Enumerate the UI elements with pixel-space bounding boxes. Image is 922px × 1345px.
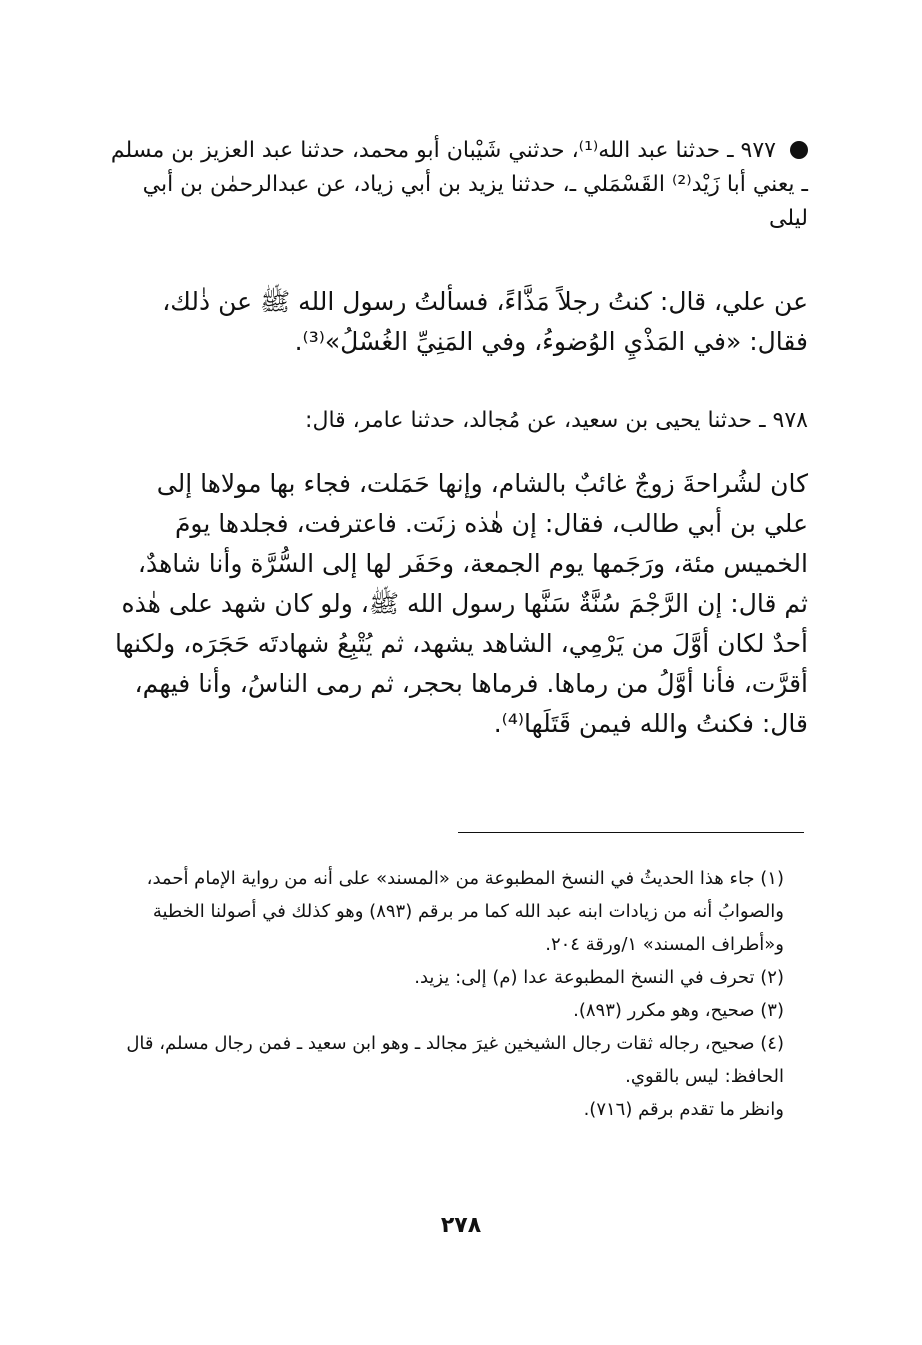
hadith-977-chain: [108, 134, 808, 236]
hadith-978-text: كان لشُراحةَ زوجٌ غائبٌ بالشام، وإنها حَمَلت، فجاء بها مولاها إلى علي بن أبي طالب، فقال: إن هٰذه زنَت. فاعترفت، فجلدها يومَ الخميس مئة، ورَجَمها يوم الجمعة، وحَفَر لها إلى السُّرَّة وأنا شاهدٌ، ثم قال: إن الرَّجْمَ سُنَّةٌ سَنَّها رسول الله ﷺ، ولو كان شهد على هٰذه أحدٌ لكان أوَّلَ من يَرْمِي، الشاهد يشهد، ثم يُتْبِعُ شهادتَه حَجَرَه، ولكنها أقرَّت، فأنا أوَّلُ من رماها. فرماها بحجر، ثم رمى الناسُ، وأنا فيهم، قال: فكنتُ والله فيمن قَتَلَها⁽⁴⁾.: [114, 469, 808, 738]
footnote-separator: [458, 832, 804, 833]
footnotes: [108, 862, 808, 1126]
hadith-977-chain-text: ٩٧٧ ـ حدثنا عبد الله⁽¹⁾، حدثني شَيْبان أبو محمد، حدثنا عبد العزيز بن مسلم ـ يعني أبا زَيْد⁽²⁾ القَسْمَلي ـ، حدثنا يزيد بن أبي زياد، عن عبدالرحمٰن بن أبي ليلى: [110, 138, 808, 231]
footnote-4: (٤) صحيح، رجاله ثقات رجال الشيخين غيرَ مجالد ـ وهو ابن سعيد ـ فمن رجال مسلم، قال الحافظ: ليس بالقوي.: [126, 1033, 784, 1087]
page-number: ٢٧٨: [440, 1213, 482, 1238]
footnote-4-see-also: وانظر ما تقدم برقم (٧١٦).: [583, 1099, 784, 1120]
hadith-978-chain: ٩٧٨ ـ حدثنا يحيى بن سعيد، عن مُجالد، حدثنا عامر، قال:: [305, 408, 808, 433]
hadith-977-text: عن علي، قال: كنتُ رجلاً مَذَّاءً، فسألتُ رسول الله ﷺ عن ذٰلك، فقال: «في المَذْيِ الوُضوءُ، وفي المَنِيِّ الغُسْلُ»⁽³⁾.: [162, 287, 808, 356]
footnote-2: (٢) تحرف في النسخ المطبوعة عدا (م) إلى: يزيد.: [414, 967, 784, 988]
footnote-1: (١) جاء هذا الحديثُ في النسخ المطبوعة من «المسند» على أنه من رواية الإمام أحمد، والصوابُ أنه من زيادات ابنه عبد الله كما مر برقم (٨٩٣) وهو كذلك في أصولنا الخطية و«أطراف المسند» ١/ورقة ٢٠٤.: [146, 868, 784, 955]
bullet-icon: [790, 141, 808, 159]
footnote-3: (٣) صحيح، وهو مكرر (٨٩٣).: [573, 1000, 784, 1021]
